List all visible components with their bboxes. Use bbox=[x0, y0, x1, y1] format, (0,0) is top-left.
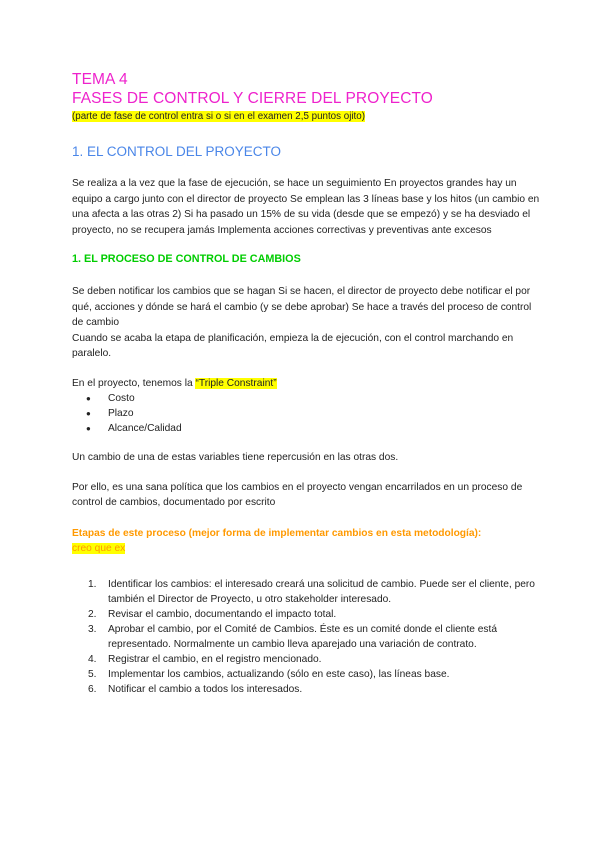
step-text: Identificar los cambios: el interesado creará una solicitud de cambio. Puede ser el cliente, pero también el Director de Proyecto, u otro stakeholder interesado. bbox=[108, 578, 535, 605]
section2-paragraph3: Un cambio de una de estas variables tiene repercusión en las otras dos. bbox=[72, 452, 399, 463]
step-number: 4. bbox=[88, 653, 97, 665]
document-subtitle bbox=[72, 110, 542, 123]
step-number: 5. bbox=[88, 668, 97, 680]
document-title-line1: TEMA 4 bbox=[72, 71, 128, 88]
step-number: 2. bbox=[88, 608, 97, 620]
step-text: Registrar el cambio, en el registro mencionado. bbox=[108, 653, 322, 665]
triple-intro-text: En el proyecto, tenemos la bbox=[72, 377, 196, 389]
document-page bbox=[72, 70, 542, 697]
step-text: Notificar el cambio a todos los interesados. bbox=[108, 683, 303, 695]
steps-list bbox=[72, 577, 542, 697]
subtitle-highlight: (parte de fase de control entra si o si en el examen 2,5 puntos ojito) bbox=[72, 111, 365, 122]
triple-constraint-highlight: “Triple Constraint” bbox=[195, 377, 277, 389]
constraint-list bbox=[72, 391, 542, 436]
step-number: 6. bbox=[88, 683, 97, 695]
step-number: 3. bbox=[88, 623, 97, 635]
document-title-line2: FASES DE CONTROL Y CIERRE DEL PROYECTO bbox=[72, 90, 433, 107]
bullet-icon: ● bbox=[86, 424, 91, 433]
step-text: Aprobar el cambio, por el Comité de Cambios. Éste es un comité donde el cliente está representado. Normalmente un cambio lleva aparejado una variación de contrato. bbox=[108, 623, 498, 650]
list-item bbox=[72, 682, 542, 697]
list-item-label: Costo bbox=[108, 393, 135, 404]
list-item bbox=[72, 622, 542, 652]
step-text: Implementar los cambios, actualizando (sólo en este caso), las líneas base. bbox=[108, 668, 450, 680]
section1-paragraph: Se realiza a la vez que la fase de ejecución, se hace un seguimiento En proyectos grandes hay un equipo a cargo junto con el director de proyecto Se emplean las 3 líneas base y los hitos (un cambio en una afecta a las otras 2) Si ha pasado un 15% de su vida (desde que se empezó) y se ha desviado el proyecto, no se recupera jamás Implementa acciones correctivas y preventivas ante excesos bbox=[72, 178, 540, 236]
list-item bbox=[72, 391, 542, 406]
steps-subnote: creo que ex bbox=[72, 543, 126, 554]
step-number: 1. bbox=[88, 578, 97, 590]
section2-paragraph2: Cuando se acaba la etapa de planificación, empieza la de ejecución, con el control marchando en paralelo. bbox=[72, 332, 514, 359]
list-item bbox=[72, 607, 542, 622]
section2-paragraph4: Por ello, es una sana política que los cambios en el proyecto vengan encarrilados en un proceso de control de cambios, documentado por escrito bbox=[72, 481, 523, 508]
steps-heading-text: Etapas de este proceso (mejor forma de implementar cambios en esta metodología): bbox=[72, 527, 482, 539]
section2-heading: 1. EL PROCESO DE CONTROL DE CAMBIOS bbox=[72, 253, 301, 265]
list-item bbox=[72, 406, 542, 421]
triple-constraint-intro bbox=[72, 376, 542, 392]
bullet-icon: ● bbox=[86, 394, 91, 403]
list-item bbox=[72, 667, 542, 682]
list-item bbox=[72, 577, 542, 607]
list-item-label: Alcance/Calidad bbox=[108, 423, 182, 434]
list-item-label: Plazo bbox=[108, 408, 134, 419]
list-item bbox=[72, 652, 542, 667]
steps-heading bbox=[72, 526, 542, 557]
section1-heading: 1. EL CONTROL DEL PROYECTO bbox=[72, 144, 282, 159]
section2-paragraph1: Se deben notificar los cambios que se hagan Si se hacen, el director de proyecto debe notificar el por qué, acciones y dónde se hará el cambio (y se debe aprobar) Se hace a través del proceso de control de cambio bbox=[72, 286, 532, 328]
bullet-icon: ● bbox=[86, 409, 91, 418]
step-text: Revisar el cambio, documentando el impacto total. bbox=[108, 608, 337, 620]
list-item bbox=[72, 421, 542, 436]
